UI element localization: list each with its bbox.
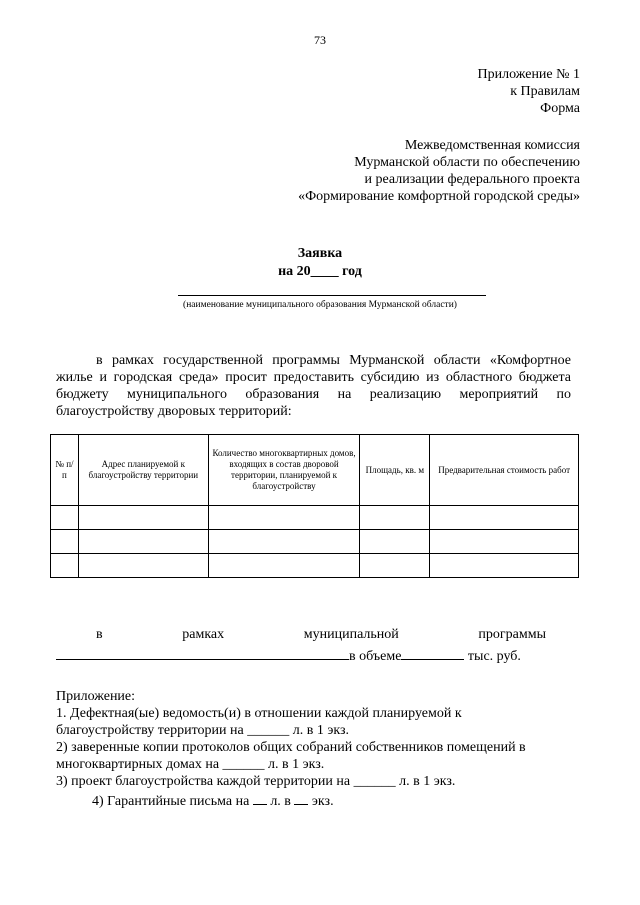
addressee-line: Межведомственная комиссия — [404, 138, 580, 153]
program-word: муниципальной — [303, 627, 399, 642]
attachments-list — [56, 688, 576, 810]
appendix-form: Форма — [540, 101, 580, 116]
attachment-item: 2) заверенные копии протоколов общих собраний собственников помещений в — [56, 740, 526, 755]
table-cell[interactable] — [78, 506, 208, 530]
addressee-line: Мурманской области по обеспечению — [354, 155, 580, 170]
table-row — [51, 506, 579, 530]
intro-paragraph: в рамках государственной программы Мурманской области «Комфортное жилье и городская среда» просит предоставить субсидию из областного бюджета бюджету муниципального образования на реализацию мероприятий по благоустройству дворовых территорий: — [56, 353, 571, 419]
attachment-item: благоустройству территории на ______ л. в 1 экз. — [56, 723, 349, 738]
title-main: Заявка — [297, 246, 343, 261]
program-word: рамках — [182, 627, 225, 642]
attachment-item: 1. Дефектная(ые) ведомость(и) в отношении каждой планируемой к — [56, 706, 462, 721]
amount-blank[interactable] — [401, 645, 464, 660]
title-year: на 20____ год — [278, 264, 362, 279]
table-row — [51, 530, 579, 554]
table-row — [51, 554, 579, 578]
table-cell[interactable] — [430, 554, 579, 578]
appendix-number: Приложение № 1 — [477, 67, 580, 82]
copies-blank[interactable] — [294, 790, 308, 805]
table-cell[interactable] — [430, 506, 579, 530]
program-word: в — [96, 627, 103, 642]
municipality-caption: (наименование муниципального образования Мурманской области) — [183, 300, 457, 310]
attachment-item — [56, 790, 576, 810]
table-header-row — [51, 435, 579, 506]
document-title — [0, 245, 640, 281]
program-word: программы — [478, 627, 546, 642]
copies-unit: экз. — [311, 794, 334, 809]
sheets-blank[interactable] — [253, 790, 267, 805]
attachment-item: многоквартирных домах на ______ л. в 1 экз. — [56, 757, 325, 772]
table-cell[interactable] — [51, 530, 79, 554]
attachments-heading: Приложение: — [56, 689, 136, 704]
col-header-area: Площадь, кв. м — [360, 435, 430, 506]
table-cell[interactable] — [208, 554, 360, 578]
appendix-header — [478, 66, 581, 117]
table-cell[interactable] — [208, 530, 360, 554]
addressee-line: «Формирование комфортной городской среды» — [298, 189, 580, 204]
table-cell[interactable] — [78, 530, 208, 554]
col-header-address: Адрес планируемой к благоустройству территории — [78, 435, 208, 506]
table-cell[interactable] — [78, 554, 208, 578]
table-cell[interactable] — [51, 554, 79, 578]
currency-unit: тыс. руб. — [467, 649, 521, 664]
addressee-line: и реализации федерального проекта — [364, 172, 580, 187]
volume-label: в объеме — [349, 649, 402, 664]
table-cell[interactable] — [430, 530, 579, 554]
page-number: 73 — [314, 33, 326, 47]
guarantee-letters-label: 4) Гарантийные письма на — [92, 794, 250, 809]
table-cell[interactable] — [51, 506, 79, 530]
sheets-unit: л. в — [270, 794, 291, 809]
col-header-number: № п/п — [51, 435, 79, 506]
addressee-block — [298, 137, 580, 205]
volume-line — [56, 645, 521, 665]
territories-table — [50, 434, 579, 578]
table-cell[interactable] — [208, 506, 360, 530]
table-cell[interactable] — [360, 530, 430, 554]
program-line — [96, 627, 546, 643]
attachment-item: 3) проект благоустройства каждой территории на ______ л. в 1 экз. — [56, 774, 456, 789]
table-cell[interactable] — [360, 506, 430, 530]
col-header-cost: Предварительная стоимость работ — [430, 435, 579, 506]
table-cell[interactable] — [360, 554, 430, 578]
col-header-houses: Количество многоквартирных домов, входящих в состав дворовой территории, планируемой к благоустройству — [208, 435, 360, 506]
appendix-rules: к Правилам — [510, 84, 580, 99]
municipality-input-line[interactable] — [178, 295, 486, 296]
program-name-blank[interactable] — [56, 645, 349, 660]
